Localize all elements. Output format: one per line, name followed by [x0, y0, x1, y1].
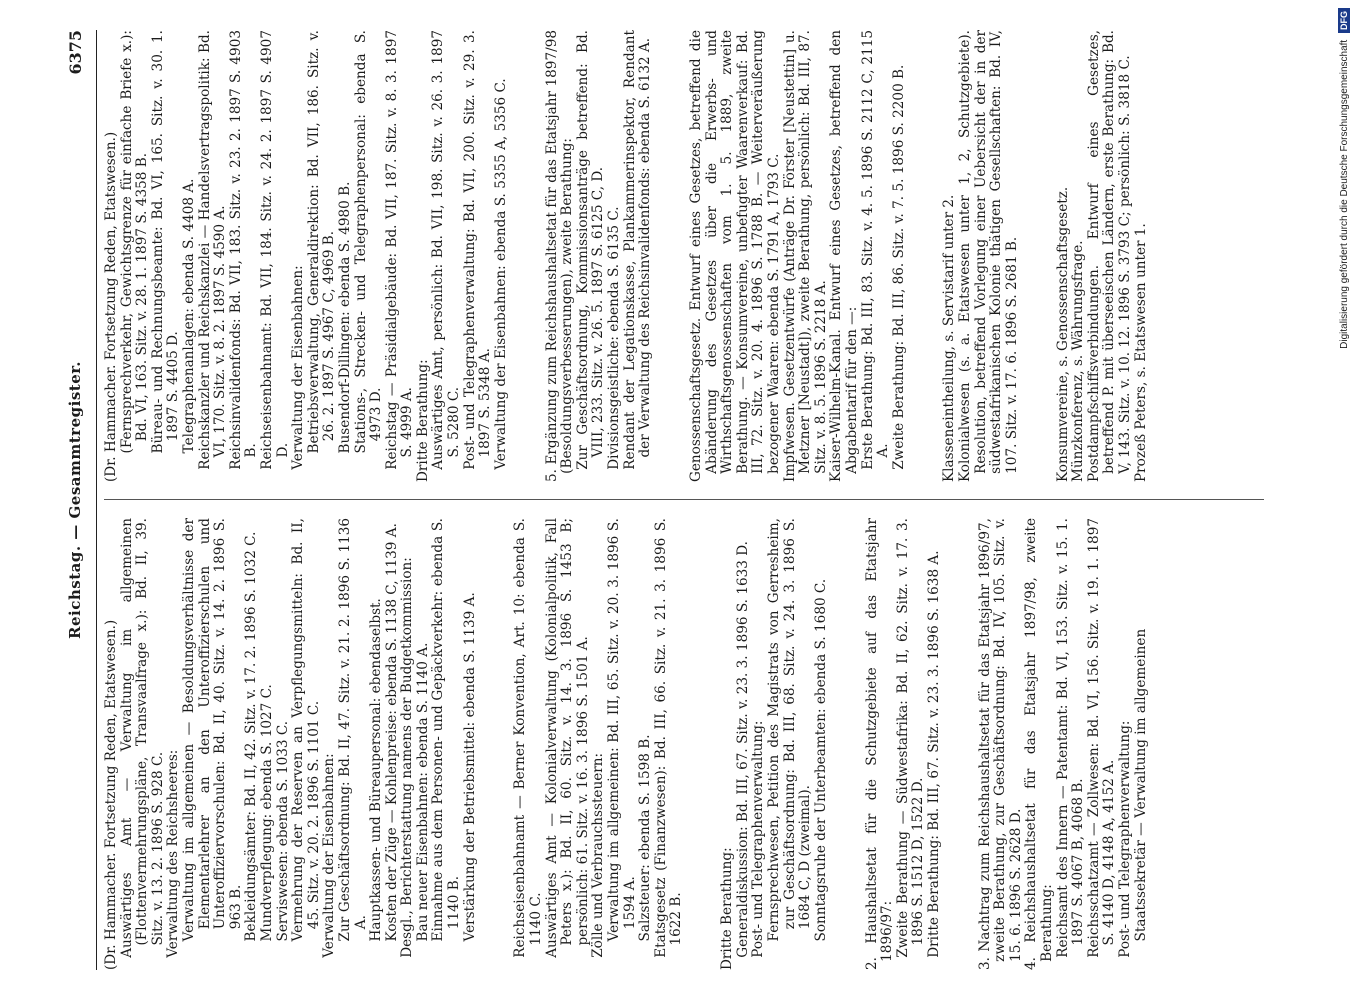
index-entry: Salzsteuer: ebenda S. 1598 B. — [637, 734, 654, 942]
index-entry: 4. Reichshaushaltsetat für das Etatsjahr 1897/98, zweite Berathung: — [1023, 518, 1056, 970]
page-title: Reichstag. — Gesammtregister. — [66, 361, 84, 639]
index-entry: Verstärkung der Betriebsmittel: ebenda S. 1139 A. — [461, 592, 478, 942]
index-entry: Divisionsgeistliche: ebenda S. 6135 C. — [606, 206, 622, 470]
index-entry: Post- und Telegraphenverwaltung: — [1117, 720, 1133, 958]
index-entry: Auswärtiges Amt, persönlich: Bd. VII, 198. Sitz. v. 26. 3. 1897 S. 5280 C. — [430, 30, 463, 470]
index-entry: Vermehrung der Reserven an Verpflegungsmitteln: Bd. II, 45. Sitz. v. 20. 2. 1896 S. 1101 C. — [290, 518, 322, 942]
index-entry: Erste Berathung: Bd. III, 83. Sitz. v. 4. 5. 1896 S. 2112 C, 2115 A. — [859, 30, 892, 470]
index-entry: 5. Ergänzung zum Reichshaushaltsetat für das Etatsjahr 1897/98 (Besoldungsverbesserungen), zweite Berathung: — [543, 30, 576, 482]
header-rule — [96, 30, 97, 970]
index-entry: Büreau- und Rechnungsbeamte: Bd. VI, 165. Sitz. v. 30. 1. 1897 S. 4405 D. — [149, 30, 182, 454]
spacer — [956, 518, 964, 970]
index-entry: (Dr. Hammacher. Fortsetzung Reden, Etatswesen.) — [103, 131, 119, 482]
spacer — [523, 30, 531, 482]
index-entry: Kosten der Züge — Kohlenpreise: ebenda S. 1138 C, 1139 A. — [383, 523, 400, 942]
index-entry: Desgl., Berichterstattung namens der Budgetkommission: — [399, 557, 416, 958]
spacer — [667, 30, 675, 482]
index-entry: Fernsprechwesen, Petition des Magistrats von Gerresheim, zur Geschäftsordnung: Bd. III, 68. Sitz. v. 24. 3. 1896 S. 1684 C, D (zweimal). — [765, 518, 814, 942]
index-entry: Kaiser-Wilhelm-Kanal. Entwurf eines Gesetzes, betreffend den Abgabentarif für den —: — [828, 30, 860, 482]
spacer — [1034, 30, 1042, 482]
index-entry: Einnahme aus dem Personen- und Gepäckverkehr: ebenda S. 1140 B. — [430, 518, 463, 942]
dfg-logo: DFG — [1338, 8, 1350, 33]
spacer — [843, 518, 851, 970]
index-entry: Post- und Telegraphenverwaltung: Bd. VII, 200. Sitz. v. 29. 3. 1897 S. 5348 A. — [461, 30, 494, 470]
index-entry: Zur Geschäftsordnung, Kommissionsanträge betreffend: Bd. VIII, 233. Sitz. v. 26. 5. 1897 S. 6125 C, D. — [574, 30, 607, 470]
page-header — [60, 30, 94, 970]
index-entry: 3. Nachtrag zum Reichshaushaltsetat für das Etatsjahr 1896/97, zweite Berathung, zur Geschäftsordnung: Bd. IV, 105. Sitz. v. 15. 6. 1896 S. 2628 D. — [976, 518, 1024, 970]
index-entry: Reichsinvalidenfonds: Bd. VII, 183. Sitz. v. 23. 2. 1897 S. 4903 B. — [227, 30, 260, 470]
index-entry: Postdampfschiffsverbindungen. Entwurf eines Gesetzes, betreffend P. mit überseeischen Ländern, erste Berathung: Bd. V, 143. Sitz. v. 10. 12. 1896 S. 3793 C; persönlich: S. 3818 C. — [1085, 30, 1133, 482]
right-column — [104, 30, 1149, 482]
index-entry: Verwaltung der Eisenbahnen: — [321, 753, 338, 958]
index-entry: Zur Geschäftsordnung: Bd. II, 47. Sitz. v. 21. 2. 1896 S. 1136 A. — [336, 518, 369, 942]
index-entry: Bau neuer Eisenbahnen: ebenda S. 1140 A. — [414, 642, 431, 942]
index-entry: Auswärtiges Amt — Verwaltung im allgemeinen (Flottenvermehrungspläne, Transvaalfrage x.): Bd. II, 39. Sitz. v. 13. 2. 1896 S. 928 C. — [118, 518, 166, 958]
index-entry: (Fernsprechverkehr, Gewichtsgrenze für einfache Briefe x.): Bd. VI, 163. Sitz. v. 28. 1. 1897 S. 4358 B. — [118, 30, 151, 454]
index-entry: Bekleidungsämter: Bd. II, 42. Sitz. v. 17. 2. 1896 S. 1032 C. — [243, 531, 260, 942]
index-entry: Prozeß Peters, s. Etatswesen unter 1. — [1132, 223, 1149, 482]
digitization-note-text: Digitalisierung gefördert durch die Deutsche Forschungsgemeinschaft — [1339, 39, 1350, 349]
index-entry: Sonntagsruhe der Unterbeamten: ebenda S. 1680 C. — [812, 578, 829, 942]
index-entry: Verwaltung der Eisenbahnen: — [290, 265, 307, 470]
index-entry: Etatsgesetz (Finanzwesen): Bd. III, 66. Sitz. v. 21. 3. 1896 S. 1622 B. — [652, 518, 685, 958]
index-entry: Impfwesen. Gesetzentwürfe (Anträge Dr. Förster [Neustettin] u. Metzner [Neustadt]), zweite Berathung, persönlich: Bd. III, 87. Sitz. v. 8. 5. 1896 S. 2218 A. — [781, 30, 829, 482]
index-entry: Stations-, Strecken- und Telegraphenpersonal: ebenda S. 4973 D. — [352, 30, 385, 454]
index-entry: Post- und Telegraphenverwaltung: — [750, 720, 767, 958]
index-entry: Dritte Berathung: Bd. III, 67. Sitz. v. 23. 3. 1896 S. 1638 A. — [925, 550, 942, 958]
digitization-note — [1337, 8, 1353, 1000]
index-entry: Dritte Berathung: — [719, 847, 736, 970]
index-entry: (Dr. Hammacher. Fortsetzung Reden, Etatswesen.) — [103, 619, 119, 970]
index-entry: Münzkonferenz, s. Währungsfrage. — [1070, 240, 1087, 482]
index-entry: Verwaltung des Reichsheeres: — [165, 749, 182, 958]
index-entry: Reichseisenbahnamt: Bd. VII, 184. Sitz. v. 24. 2. 1897 S. 4907 D. — [258, 30, 291, 470]
index-entry: Zweite Berathung — Südwestafrika: Bd. II, 62. Sitz. v. 17. 3. 1896 S. 1512 D, 1522 D. — [894, 518, 927, 958]
index-entry: Verwaltung der Eisenbahnen: ebenda S. 5355 A, 5356 C. — [492, 78, 509, 470]
index-entry: Verwaltung im allgemeinen: Bd. III, 65. Sitz. v. 20. 3. 1896 S. 1594 A. — [606, 518, 638, 942]
index-entry: Dritte Berathung: — [414, 359, 431, 482]
spacer — [921, 30, 929, 482]
index-entry: Verwaltung im allgemeinen — Besoldungsverhältnisse der Elementarlehrer an den Unteroffizierschulen und Unteroffiziervorschulen: Bd. II, 40. Sitz. v. 14. 2. 1896 S. 963 B. — [180, 518, 244, 942]
index-entry: Reichsschatzamt — Zollwesen: Bd. VI, 156. Sitz. v. 19. 1. 1897 S. 4140 D, 4148 A, 4152 A. — [1085, 518, 1118, 958]
index-entry: Rendant der Legationskasse, Plankammerinspektor, Rendant der Verwaltung des Reichsinvalidenfonds: ebenda S. 6132 A. — [621, 30, 654, 470]
spacer — [699, 518, 707, 970]
column-divider — [104, 499, 1264, 500]
page-number: 6375 — [66, 30, 85, 75]
index-entry: Reichsamt des Innern — Patentamt: Bd. VI, 153. Sitz. v. 15. 1. 1897 S. 4067 B, 4068 B. — [1054, 518, 1087, 958]
index-entry: Betriebsverwaltung, Generaldirektion: Bd. VII, 186. Sitz. v. 26. 2. 1897 S. 4967 C, 4969 B. — [305, 30, 338, 454]
rotated-page — [60, 30, 1290, 970]
index-entry: Zölle und Verbrauchssteuern: — [590, 752, 607, 958]
index-entry: Mundverpflegung: ebenda S. 1027 C. — [258, 684, 275, 942]
index-entry: Reichstag — Präsidialgebäude: Bd. VII, 187. Sitz. v. 8. 3. 1897 S. 4999 A. — [383, 30, 416, 470]
index-entry: Serviswesen: ebenda S. 1033 C. — [274, 720, 291, 942]
index-entry: Telegraphenanlagen: ebenda S. 4408 A. — [180, 178, 197, 454]
index-entry: 2. Haushaltsetat für die Schutzgebiete auf das Etatsjahr 1896/97: — [863, 518, 896, 970]
index-entry: Hauptkassen- und Büreaupersonal: ebendaselbst. — [368, 598, 385, 942]
index-entry: Reichseisenbahnamt — Berner Konvention, Art. 10: ebenda S. 1140 C. — [512, 518, 545, 958]
index-entry: Genossenschaftsgesetz. Entwurf eines Gesetzes, betreffend die Abänderung des Gesetzes über die Erwerbs- und Wirthschaftsgenossenschaften vom 1. 5. 1889, zweite Berathung. — Konsumvereine, unbefugter Waarenverkauf: Bd. III, 72. Sitz. v. 20. 4. 1896 S. 1788 B. — Weiterveräußerung bezogener Waaren: ebenda S. 1791 A, 1793 C. — [687, 30, 782, 482]
index-entry: Staatssekretär — Verwaltung im allgemeinen — [1132, 628, 1149, 942]
spacer — [492, 518, 500, 970]
index-entry: Kolonialwesen (s. a. Etatswesen unter 1, 2, Schutzgebiete). Resolution, betreffend Vorlegung einer Uebersicht der in der südwestafrikanischen Kolonie thätigen Gesellschaften: Bd. IV, 107. Sitz. v. 17. 6. 1896 S. 2681 B. — [957, 30, 1020, 482]
index-entry: Generaldiskussion: Bd. III, 67. Sitz. v. 23. 3. 1896 S. 1633 D. — [734, 541, 751, 958]
index-entry: Zweite Berathung: Bd. III, 86. Sitz. v. 7. 5. 1896 S. 2200 B. — [890, 64, 907, 470]
index-entry: Reichskanzler und Reichskanzlei — Handelsvertragspolitik: Bd. VI, 170. Sitz. v. 8. 2. 1897 S. 4590 A. — [196, 30, 229, 470]
index-entry: Auswärtiges Amt — Kolonialverwaltung (Kolonialpolitik, Fall Peters x.): Bd. II, 60. Sitz. v. 14. 3. 1896 S. 1453 B; persönlich: 61. Sitz. v. 16. 3. 1896 S. 1501 A. — [543, 518, 591, 958]
left-column — [104, 518, 1149, 970]
index-entry: Busendorf-Dillingen: ebenda S. 4980 B. — [336, 181, 353, 454]
index-entry: Konsumvereine, s. Genossenschaftsgesetz. — [1054, 186, 1071, 482]
index-entry: Klasseneintheilung, s. Servistarif unter 2. — [941, 194, 958, 482]
